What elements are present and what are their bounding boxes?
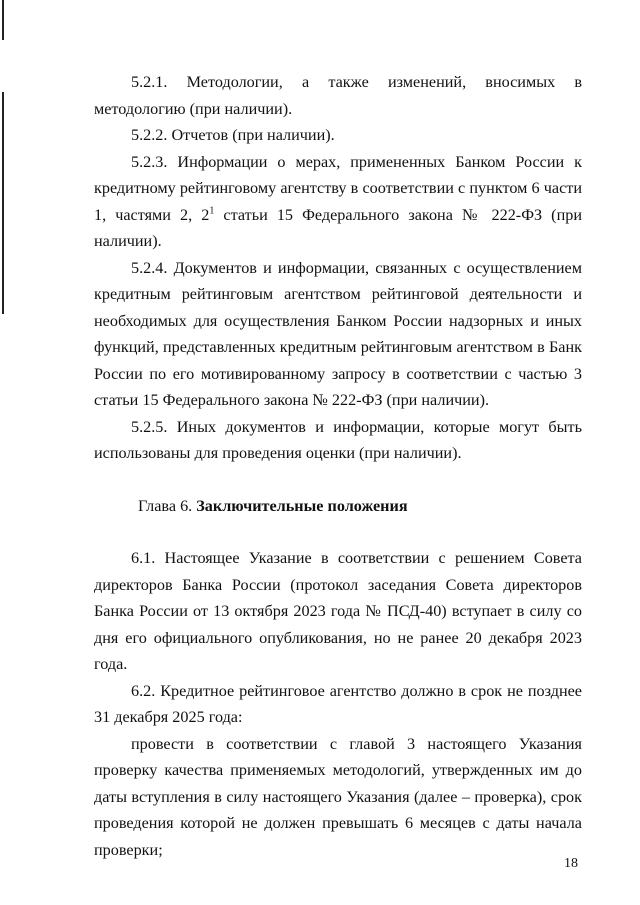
paragraph-5-2-5: 5.2.5. Иных документов и информации, которые могут быть использованы для проведения оценки (при наличии). [94,417,582,462]
chapter-title: Заключительные положения [196,496,408,515]
paragraph-6-2-item: провести в соответствии с главой 3 настоящего Указания проверку качества применяемых методологий, утвержденных им до даты вступления в силу настоящего Указания (далее – проверка), срок проведения которой не должен превышать 6 месяцев с даты начала проверки; [94,734,582,859]
paragraph-5-2-4: 5.2.4. Документов и информации, связанных с осуществлением кредитным рейтинговым агентством рейтинговой деятельности и необходимых для осуществления Банком России надзорных и иных функций, представленных кредитным рейтинговым агентством в Банк России по его мотивированному запросу в соответствии с частью 3 статьи 15 Федерального закона № 222-ФЗ (при наличии). [94,258,582,409]
chapter-prefix: Глава 6. [138,496,197,515]
document-page [94,69,582,863]
superscript-1: 1 [209,205,215,217]
paragraph-5-2-3 [94,149,582,255]
paragraph-5-2-2: 5.2.2. Отчетов (при наличии). [131,126,335,144]
paragraph-5-2-1: 5.2.1. Методологии, а также изменений, вносимых в методологию (при наличии). [94,73,582,118]
chapter-heading [94,493,582,520]
page-number: 18 [564,856,578,871]
scan-edge-mark-top [2,0,4,40]
scan-edge-mark-middle [2,92,4,314]
paragraph-6-1: 6.1. Настоящее Указание в соответствии с решением Совета директоров Банка России (протокол заседания Совета директоров Банка России от 13 октября 2023 года № ПСД-40) вступает в силу со дня его официального опубликования, но не ранее 20 декабря 2023 года. [94,549,582,673]
paragraph-5-2-3-text: 5.2.3. Информации о мерах, примененных Банком России к кредитному рейтинговому агентству в соответствии с пунктом 6 части 1, частями 2, 2 [94,152,582,224]
paragraph-6-2: 6.2. Кредитное рейтинговое агентство должно в срок не позднее 31 декабря 2025 года: [94,681,582,726]
paragraph-5-2-3-text-end: статьи 15 Федерального закона № 222-ФЗ (при наличии). [94,205,582,250]
